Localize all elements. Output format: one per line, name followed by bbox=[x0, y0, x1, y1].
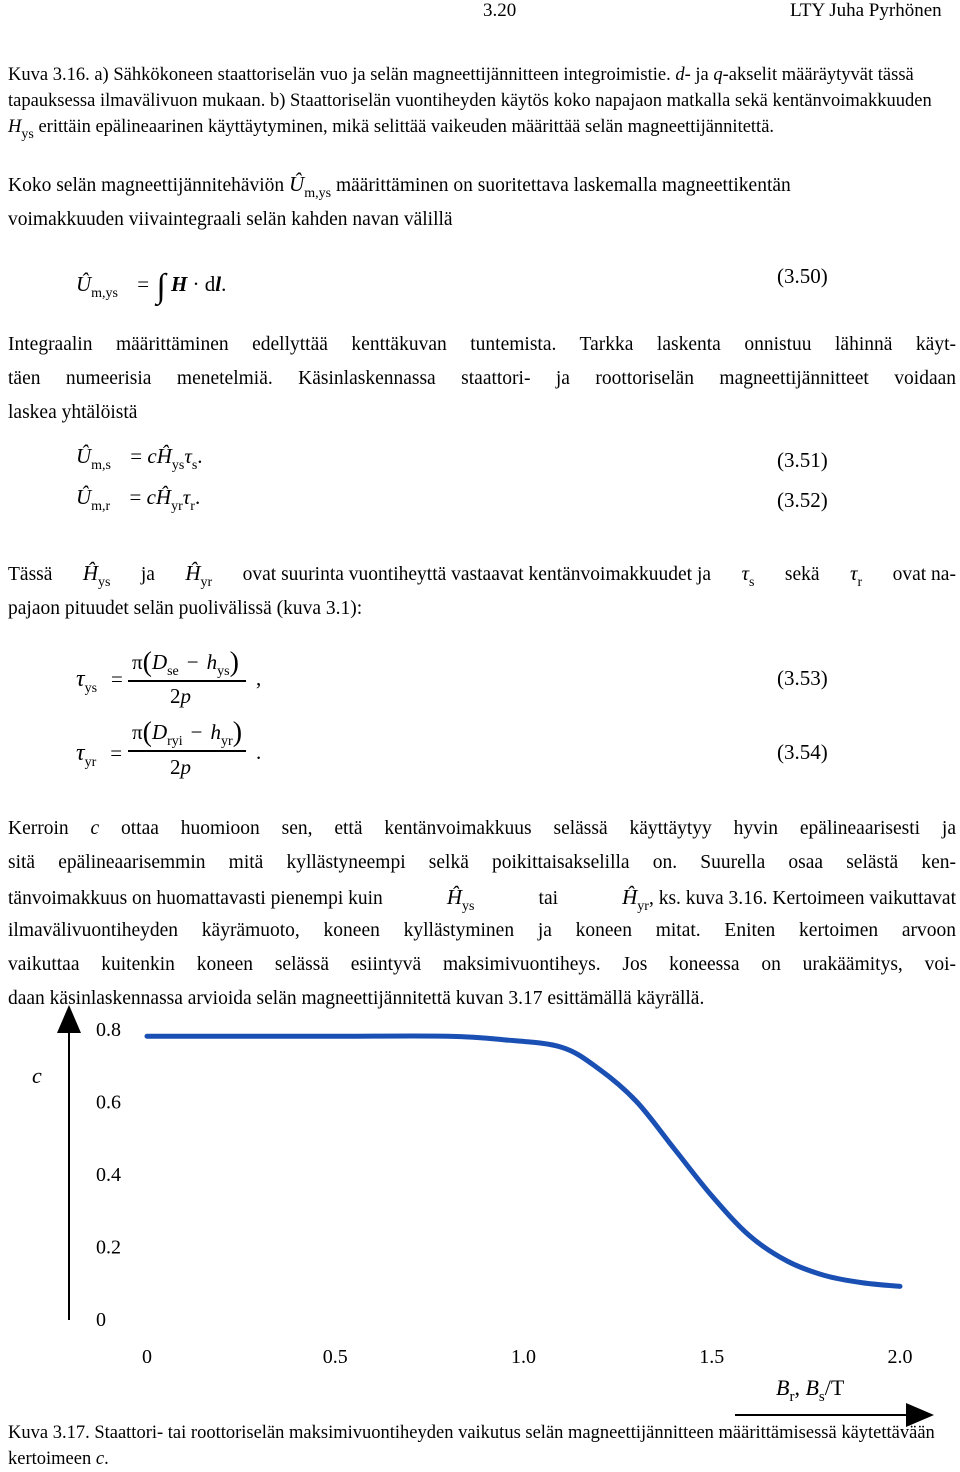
equation-3-52: $Û_{m,r}$ = $cĤ_{yr}\tau_r$. bbox=[76, 485, 200, 510]
equation-number-3-52: (3.52) bbox=[777, 488, 828, 513]
x-tick-label: 2.0 bbox=[888, 1346, 913, 1368]
equation-3-53-lhs: $\tau_{ys}$ = bbox=[76, 666, 123, 693]
equation-3-54-numerator: $\pi(D_{ryi} - h_{yr})$ bbox=[132, 715, 242, 747]
equation-number-3-51: (3.51) bbox=[777, 448, 828, 473]
equation-3-54-lhs: $\tau_{yr}$ = bbox=[76, 740, 122, 767]
page-number: 3.20 bbox=[483, 0, 516, 22]
y-tick-label: 0 bbox=[96, 1309, 106, 1331]
equation-number-3-53: (3.53) bbox=[777, 666, 828, 691]
caption-figure-3-17: Kuva 3.17. Staattori- tai roottoriselän maksimivuontiheyden vaikutus selän magneettijännitteen määrittämisessä käytettävään kertoimeen c. bbox=[8, 1420, 956, 1472]
u-hat-symbol: Û bbox=[289, 172, 304, 196]
integral-sign: ∫ bbox=[156, 268, 165, 305]
equation-number-3-50: (3.50) bbox=[777, 264, 828, 289]
chart-figure-3-17 bbox=[0, 1005, 960, 1435]
equation-number-3-54: (3.54) bbox=[777, 740, 828, 765]
running-author: LTY Juha Pyrhönen bbox=[790, 0, 942, 22]
paragraph-1-line-2: voimakkuuden viivaintegraali selän kahden navan välillä bbox=[8, 203, 956, 237]
paragraph-2: Integraalin määrittäminen edellyttää kenttäkuvan tuntemista. Tarkka laskenta onnistuu lähinnä käyt- täen numeerisia menetelmiä. Käsinlaskennassa staattori- ja roottoriselän magneettijännitteet voidaan laskea yhtälöistä bbox=[8, 328, 956, 430]
x-axis-label: $B_r$, $B_s/T$ bbox=[776, 1375, 845, 1405]
equation-3-53-numerator: $\pi(D_{se} - h_{ys})$ bbox=[132, 645, 239, 677]
paragraph-1-line-1: Koko selän magneettijännitehäviön $Û_{m,ys}$ määrittäminen on suoritettava laskemalla magneettikentän bbox=[8, 167, 956, 205]
x-tick-label: 0.5 bbox=[323, 1346, 348, 1368]
paragraph-3-line-2: pajaon pituudet selän puolivälissä (kuva 3.1): bbox=[8, 592, 956, 626]
c-curve-line bbox=[147, 1036, 900, 1286]
caption-figure-3-16: Kuva 3.16. a) Sähkökoneen staattoriselän vuo ja selän magneettijännitteen integroimistie. d- ja q-akselit määräytyvät tässä tapauksessa ilmavälivuon mukaan. b) Staattoriselän vuontiheyden käytös koko napajaon matkalla sekä kentänvoimakkuuden $H_{ys}$ erittäin epälineaarinen käyttäytyminen, mikä selittää vaikeuden määrittää selän magneettijännitettä. bbox=[8, 62, 956, 142]
y-axis-label: c bbox=[32, 1063, 42, 1088]
y-tick-label: 0.6 bbox=[96, 1092, 121, 1114]
y-tick-label: 0.2 bbox=[96, 1237, 121, 1259]
caption-label: Kuva 3.16. bbox=[8, 65, 90, 85]
paragraph-3-line-1: Tässä $Ĥ_{ys}$ ja $Ĥ_{yr}$ ovat suurinta vuontiheyttä vastaavat kentänvoimakkuudet ja $\tau_s$ sekä $\tau_r$ ovat na- bbox=[8, 556, 956, 594]
equation-3-51: $Û_{m,s}$ = $cĤ_{ys}\tau_s$. bbox=[76, 444, 203, 469]
y-tick-label: 0.4 bbox=[96, 1164, 121, 1186]
paragraph-4: Kerroin c ottaa huomioon sen, että kentänvoimakkuus selässä käyttäytyy hyvin epälineaarisesti ja sitä epälineaarisemmin mitä kyllästyneempi selkä poikittaisakselilla on. Suurella osaa selästä ken- tänvoimakkuus on huomattavasti pienempi kuin $Ĥ_{ys}$ tai $Ĥ_{yr}$, ks. kuva 3.16. Kertoimeen vaikuttavat ilmavälivuontiheyden käyrämuoto, koneen kyllästyminen ja koneen mitat. Eniten kertoimen arvoon vaikuttaa kuitenkin koneen selässä esiintyvä maksimivuontiheys. Jos koneessa on urakäämitys, voi- daan käsinlaskennassa arvioida selän magneettijännitettä kuvan 3.17 esittämällä käyrällä. bbox=[8, 812, 956, 1016]
equation-3-50: $Û_{m,ys}$ = ∫ H · dl. bbox=[76, 262, 226, 300]
fraction-bar bbox=[128, 750, 246, 752]
fraction-bar bbox=[128, 680, 246, 682]
equation-3-53-denominator: 2p bbox=[170, 684, 191, 709]
y-tick-label: 0.8 bbox=[96, 1019, 121, 1041]
x-tick-label: 1.5 bbox=[699, 1346, 724, 1368]
equation-3-54-denominator: 2p bbox=[170, 755, 191, 780]
x-tick-label: 1.0 bbox=[511, 1346, 536, 1368]
x-tick-label: 0 bbox=[142, 1346, 152, 1368]
